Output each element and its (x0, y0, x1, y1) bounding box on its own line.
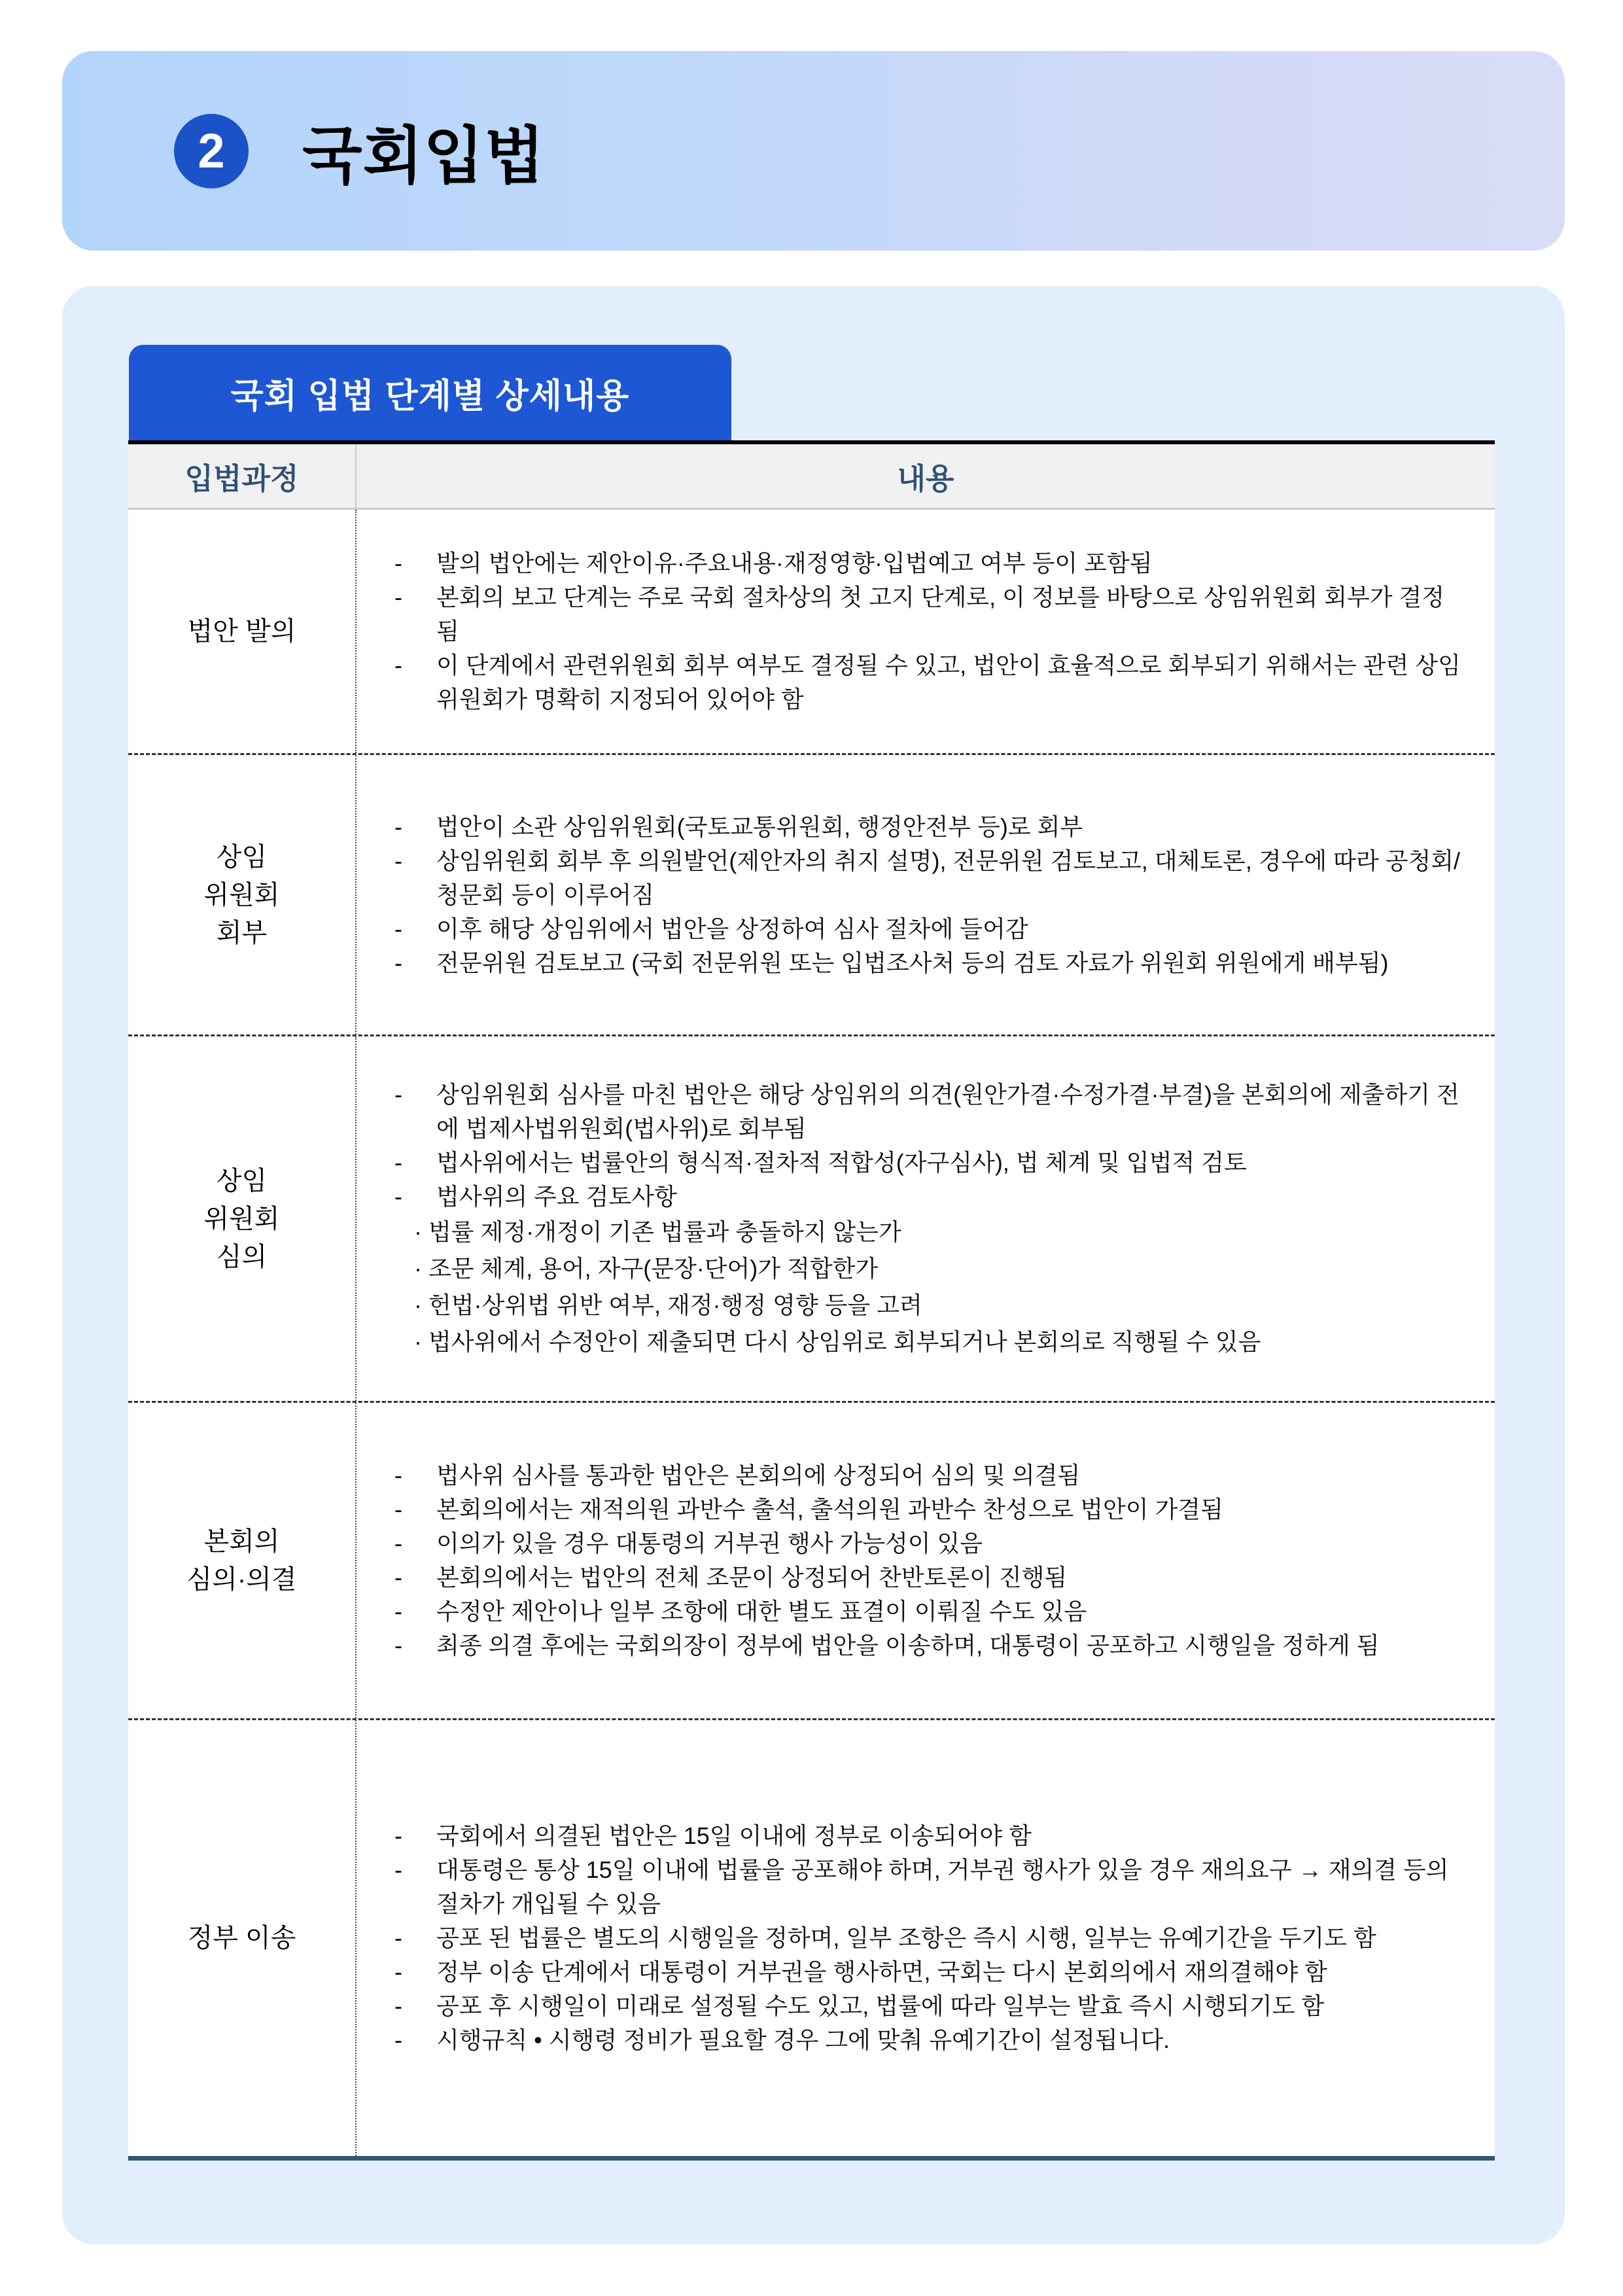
legislation-steps-table (128, 440, 1495, 2161)
bullet-item (357, 1595, 1465, 1629)
bullet-item (357, 1955, 1465, 1989)
bullet-item (357, 648, 1465, 716)
dash-marker: - (394, 1958, 402, 1985)
dash-marker: - (394, 1148, 402, 1176)
bullet-text: 본회의 보고 단계는 주로 국회 절차상의 첫 고지 단계로, 이 정보를 바탕으로 상임위원회 회부가 결정됨 (436, 584, 1445, 645)
section-header-card (62, 51, 1565, 251)
sub-bullet-item (414, 1250, 1465, 1287)
bullet-text: 최종 의결 후에는 국회의장이 정부에 법안을 이송하며, 대통령이 공포하고 시행일을 정하게 됨 (436, 1632, 1380, 1659)
bullet-text: 국회에서 의결된 법안은 15일 이내에 정부로 이송되어야 함 (436, 1822, 1032, 1849)
sub-bullet-item (414, 1324, 1465, 1360)
dash-marker: - (394, 550, 402, 576)
process-stage-label: 정부 이송 (128, 1720, 357, 2156)
dot-marker: · (414, 1218, 422, 1245)
dash-marker: - (394, 652, 402, 679)
table-row (128, 1720, 1495, 2156)
bullet-item (357, 1492, 1465, 1527)
bullet-item (357, 1561, 1465, 1595)
table-row (128, 510, 1495, 755)
bullet-text: 수정안 제안이나 일부 조항에 대한 별도 표결이 이뤄질 수도 있음 (436, 1598, 1087, 1625)
stage-content-cell (357, 755, 1495, 1034)
dash-marker: - (394, 2026, 402, 2053)
table-title-label: 국회 입법 단계별 상세내용 (230, 377, 630, 415)
table-body (128, 510, 1495, 2156)
section-number-badge (174, 114, 249, 188)
process-stage-label: 법안 발의 (128, 510, 357, 753)
dash-marker: - (394, 1992, 402, 2019)
bullet-item (357, 1527, 1465, 1561)
dash-marker: - (394, 1182, 402, 1210)
dash-marker: - (394, 1856, 402, 1883)
dash-marker: - (394, 584, 402, 610)
bullet-text: 발의 법안에는 제안이유·주요내용·재정영향·입법예고 여부 등이 포함됨 (436, 550, 1153, 576)
column-header-content: 내용 (897, 462, 954, 495)
sub-bullet-item (414, 1214, 1465, 1250)
table-header-row (128, 444, 1495, 510)
bullet-item (357, 844, 1465, 912)
bullet-item (357, 1146, 1465, 1180)
bullet-text: 조문 체계, 용어, 자구(문장·단어)가 적합한가 (428, 1254, 879, 1282)
bullet-text: 시행규칙 • 시행령 정비가 필요할 경우 그에 맞춰 유예기간이 설정됩니다. (436, 2026, 1170, 2053)
bullet-text: 대통령은 통상 15일 이내에 법률을 공포해야 하며, 거부권 행사가 있을 경우 재의요구 → 재의결 등의 절차가 개입될 수 있음 (436, 1856, 1449, 1917)
dash-marker: - (394, 1822, 402, 1849)
bullet-item (357, 1180, 1465, 1214)
dash-marker: - (394, 1530, 402, 1557)
table-row (128, 1036, 1495, 1403)
content-card (62, 286, 1565, 2244)
dash-marker: - (394, 847, 402, 874)
bullet-item (357, 1989, 1465, 2023)
stage-content-cell (357, 1403, 1495, 1718)
stage-content-cell (357, 1720, 1495, 2156)
dash-marker: - (394, 1080, 402, 1108)
bullet-text: 법안이 소관 상임위원회(국토교통위원회, 행정안전부 등)로 회부 (436, 813, 1083, 840)
table-row (128, 1403, 1495, 1720)
process-stage-label: 상임 위원회 회부 (128, 755, 357, 1034)
bullet-text: 이의가 있을 경우 대통령의 거부권 행사 가능성이 있음 (436, 1530, 983, 1557)
bullet-item (357, 1921, 1465, 1955)
bullet-text: 이 단계에서 관련위원회 회부 여부도 결정될 수 있고, 법안이 효율적으로 회부되기 위해서는 관련 상임위원회가 명확히 지정되어 있어야 함 (436, 652, 1461, 713)
bullet-item (357, 1819, 1465, 1853)
bullet-text: 본회의에서는 재적의원 과반수 출석, 출석의원 과반수 찬성으로 법안이 가결됨 (436, 1496, 1223, 1523)
bullet-text: 상임위원회 심사를 마친 법안은 해당 상임위의 의견(원안가결·수정가결·부결)을 본회의에 제출하기 전에 법제사법위원회(법사위)로 회부됨 (436, 1080, 1459, 1142)
bullet-text: 법사위에서는 법률안의 형식적·절차적 적합성(자구심사), 법 체계 및 입법적 검토 (436, 1148, 1247, 1176)
dot-marker: · (414, 1291, 422, 1318)
dash-marker: - (394, 1564, 402, 1591)
bullet-text: 본회의에서는 법안의 전체 조문이 상정되어 찬반토론이 진행됨 (436, 1564, 1068, 1591)
dot-marker: · (414, 1254, 422, 1282)
bullet-item (357, 810, 1465, 844)
dot-marker: · (414, 1328, 422, 1355)
stage-content-cell (357, 1036, 1495, 1401)
stage-content-cell (357, 510, 1495, 753)
bullet-text: 이후 해당 상임위에서 법안을 상정하여 심사 절차에 들어감 (436, 915, 1028, 942)
column-header-process: 입법과정 (128, 444, 357, 508)
bullet-item (357, 2023, 1465, 2057)
bullet-text: 전문위원 검토보고 (국회 전문위원 또는 입법조사처 등의 검토 자료가 위원회 위원에게 배부됨) (436, 949, 1389, 976)
process-stage-label: 본회의 심의·의결 (128, 1403, 357, 1718)
dash-marker: - (394, 813, 402, 840)
dash-marker: - (394, 915, 402, 942)
bullet-text: 법사위에서 수정안이 제출되면 다시 상임위로 회부되거나 본회의로 직행될 수 있음 (428, 1328, 1261, 1355)
section-title: 국회입법 (302, 121, 546, 191)
dash-marker: - (394, 949, 402, 976)
process-stage-label: 상임 위원회 심의 (128, 1036, 357, 1401)
bullet-item (357, 1629, 1465, 1663)
bullet-item (357, 1853, 1465, 1921)
table-title-tab (129, 345, 731, 440)
dash-marker: - (394, 1924, 402, 1951)
sub-bullet-item (414, 1287, 1465, 1324)
bullet-text: 법률 제정·개정이 기존 법률과 충돌하지 않는가 (428, 1218, 901, 1245)
dash-marker: - (394, 1598, 402, 1625)
bullet-item (357, 580, 1465, 648)
bullet-item (357, 946, 1465, 980)
bullet-text: 법사위의 주요 검토사항 (436, 1182, 677, 1210)
bullet-text: 정부 이송 단계에서 대통령이 거부권을 행사하면, 국회는 다시 본회의에서 재의결해야 함 (436, 1958, 1327, 1985)
table-row (128, 755, 1495, 1036)
dash-marker: - (394, 1496, 402, 1523)
bullet-item (357, 912, 1465, 946)
bullet-text: 헌법·상위법 위반 여부, 재정·행정 영향 등을 고려 (428, 1291, 922, 1318)
dash-marker: - (394, 1632, 402, 1659)
bullet-item (357, 1458, 1465, 1492)
bullet-text: 법사위 심사를 통과한 법안은 본회의에 상정되어 심의 및 의결됨 (436, 1462, 1081, 1489)
bullet-item (357, 546, 1465, 580)
section-number: 2 (198, 124, 225, 178)
bullet-item (357, 1078, 1465, 1146)
dash-marker: - (394, 1462, 402, 1489)
bullet-text: 공포 된 법률은 별도의 시행일을 정하며, 일부 조항은 즉시 시행, 일부는 유예기간을 두기도 함 (436, 1924, 1376, 1951)
bullet-text: 공포 후 시행일이 미래로 설정될 수도 있고, 법률에 따라 일부는 발효 즉시 시행되기도 함 (436, 1992, 1325, 2019)
bullet-text: 상임위원회 회부 후 의원발언(제안자의 취지 설명), 전문위원 검토보고, 대체토론, 경우에 따라 공청회/청문회 등이 이루어짐 (436, 847, 1461, 908)
